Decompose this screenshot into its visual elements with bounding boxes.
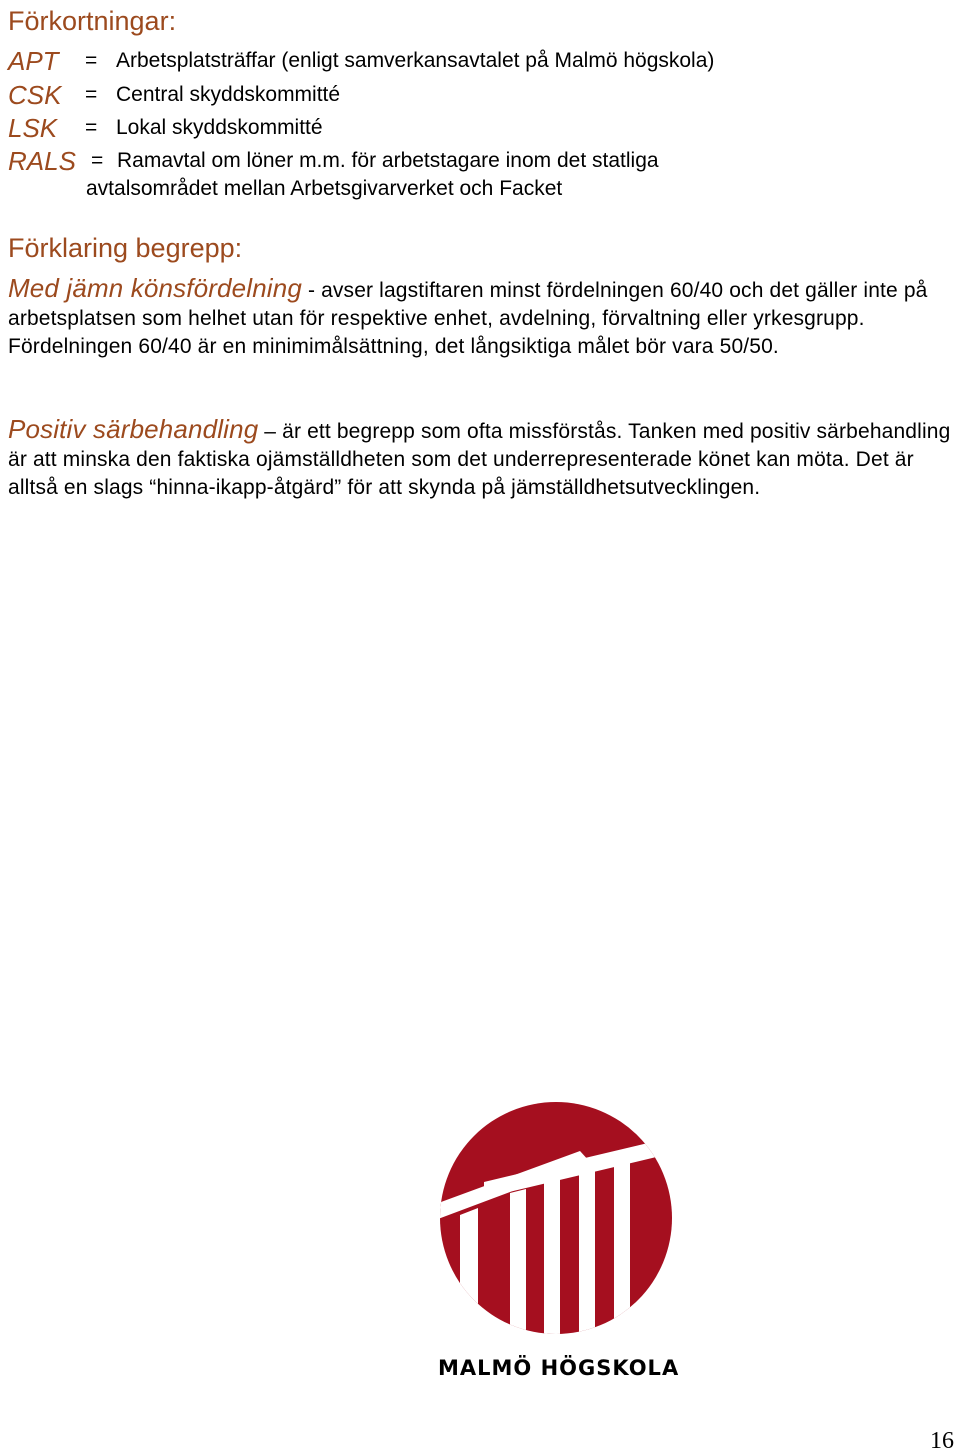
logo-wordmark: MALMÖ HÖGSKOLA — [438, 1356, 680, 1380]
abbreviation-definition: Lokal skyddskommitté — [116, 116, 323, 139]
malmo-hogskola-logo-icon — [440, 1102, 672, 1334]
abbreviation-definition: Ramavtal om löner m.m. för arbetstagare inom det statliga — [117, 149, 659, 172]
concept-paragraph-equal-distribution — [8, 274, 954, 362]
abbreviation-equals: = — [85, 49, 98, 72]
abbreviations-heading: Förkortningar: — [8, 6, 177, 36]
concept-text: - avser lagstiftaren minst fördelningen 60/40 och det gäller inte på arbetsplatsen som helhet utan för respektive enhet, avdelning, förvaltning eller yrkesgrupp. Fördelningen 60/40 är en minimimålsättning, det långsiktiga målet bör vara 50/50. — [8, 279, 928, 359]
concepts-heading: Förklaring begrepp: — [8, 233, 243, 263]
concept-text: – är ett begrepp som ofta missförstås. Tanken med positiv särbehandling är att minska den faktiska ojämställdheten som det underrepresenterade könet kan möta. Det är alltså en slags “hinna-ikapp-åtgärd” för att skynda på jämställdhetsutvecklingen. — [8, 420, 951, 500]
abbreviation-key: RALS — [8, 146, 76, 176]
abbreviation-equals: = — [85, 83, 98, 106]
abbreviation-definition-continued: avtalsområdet mellan Arbetsgivarverket och Facket — [86, 177, 563, 200]
concept-term: Med jämn könsfördelning — [8, 273, 302, 303]
abbreviation-key: APT — [8, 46, 59, 76]
concept-term: Positiv särbehandling — [8, 414, 259, 444]
abbreviation-equals: = — [85, 116, 98, 139]
abbreviation-equals: = — [91, 149, 104, 172]
page-number: 16 — [930, 1428, 954, 1454]
abbreviation-definition: Central skyddskommitté — [116, 83, 341, 106]
concept-paragraph-positive-discrimination — [8, 415, 954, 503]
abbreviation-key: LSK — [8, 113, 58, 143]
abbreviation-definition: Arbetsplatsträffar (enligt samverkansavtalet på Malmö högskola) — [116, 49, 715, 72]
abbreviation-key: CSK — [8, 80, 62, 110]
